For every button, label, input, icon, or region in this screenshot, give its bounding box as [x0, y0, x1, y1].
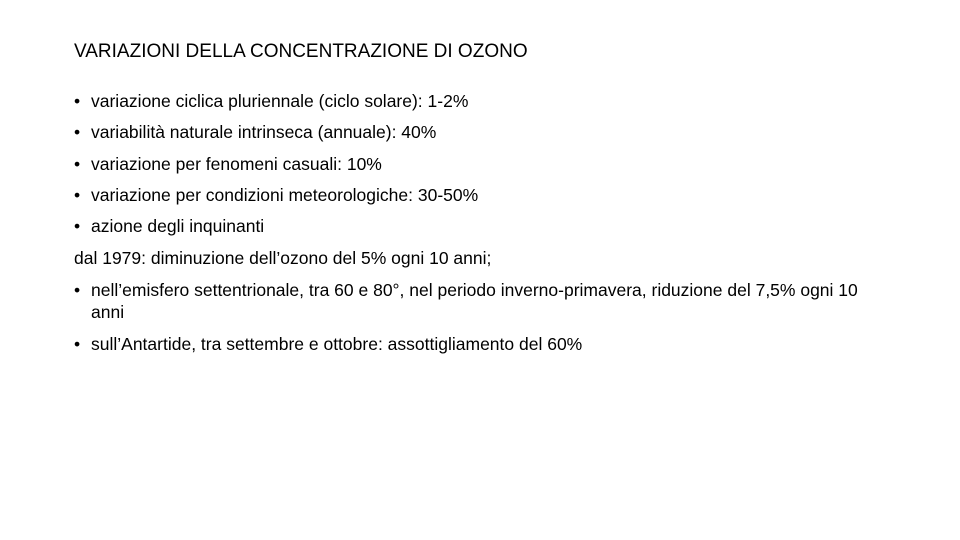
list-item-text: variazione per fenomeni casuali: 10%: [91, 154, 382, 174]
trend-line: dal 1979: diminuzione dell’ozono del 5% ogni 10 anni;: [74, 248, 492, 268]
list-item-text: variazione per condizioni meteorologiche: 30-50%: [91, 185, 479, 205]
list-item-text: variabilità naturale intrinseca (annuale): 40%: [91, 122, 437, 142]
bullet-icon: •: [74, 334, 81, 354]
list-item: [74, 90, 861, 112]
list-item: [74, 121, 861, 143]
slide-title: VARIAZIONI DELLA CONCENTRAZIONE DI OZONO: [74, 41, 528, 62]
list-item-text: azione degli inquinanti: [91, 216, 265, 236]
list-item: [74, 279, 861, 323]
list-item-text: sull’Antartide, tra settembre e ottobre: assottigliamento del 60%: [91, 334, 583, 354]
bullet-icon: •: [74, 122, 81, 142]
list-item-text: variazione ciclica pluriennale (ciclo solare): 1-2%: [91, 91, 469, 111]
list-item: [74, 184, 861, 206]
list-item: [74, 215, 861, 237]
bullet-icon: •: [74, 216, 81, 236]
bullet-icon: •: [74, 91, 81, 111]
bullet-icon: •: [74, 154, 81, 174]
list-item: [74, 333, 861, 355]
bullet-icon: •: [74, 280, 81, 300]
bullet-icon: •: [74, 185, 81, 205]
list-item: [74, 153, 861, 175]
list-item-text: nell’emisfero settentrionale, tra 60 e 80°, nel periodo inverno-primavera, riduzione del 7,5% ogni 10 anni: [91, 280, 858, 322]
